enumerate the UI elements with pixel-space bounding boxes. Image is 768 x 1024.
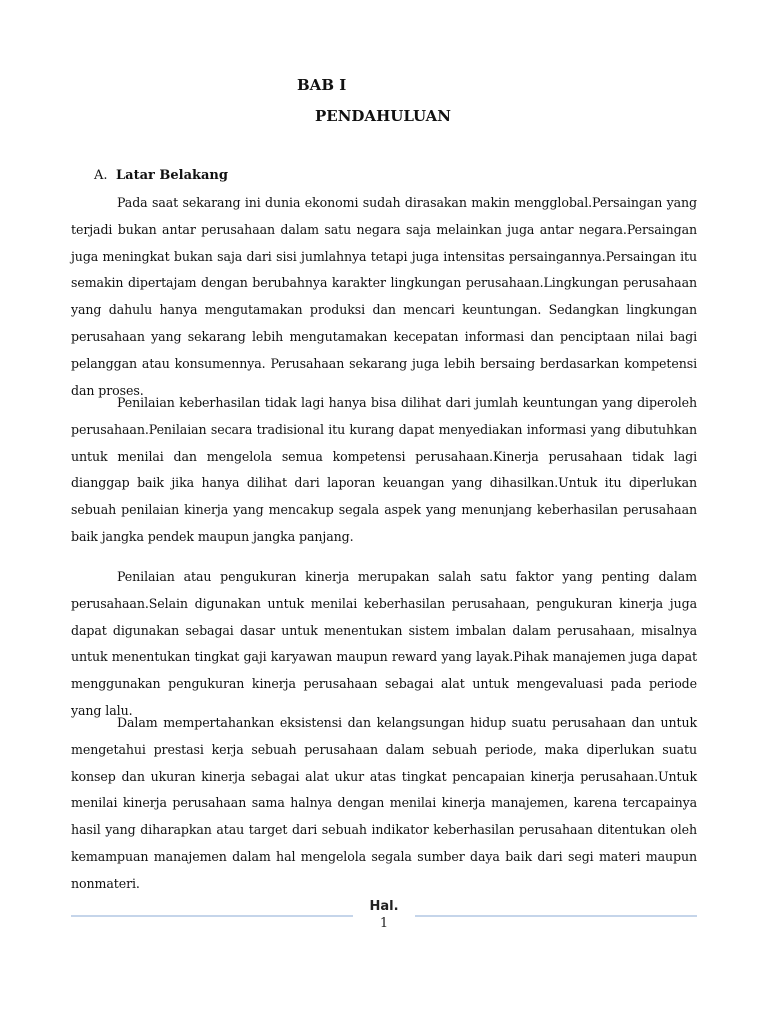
section-title: Latar Belakang [116, 168, 228, 183]
paragraph [71, 710, 697, 898]
paragraph [71, 190, 697, 404]
footer-page-number: 1 [379, 916, 389, 931]
section-number: A. [94, 168, 108, 183]
paragraph-text: Pada saat sekarang ini dunia ekonomi sudah dirasakan makin mengglobal.Persaingan yang terjadi bukan antar perusahaan dalam satu negara saja melainkan juga antar negara.Persaingan juga meningkat bukan saja dari sisi jumlahnya tetapi juga intensitas persaingannya.Persaingan itu semakin dipertajam dengan berubahnya karakter lingkungan perusahaan.Lingkungan perusahaan yang dahulu hanya mengutamakan produksi dan mencari keuntungan. Sedangkan lingkungan perusahaan yang sekarang lebih mengutamakan kecepatan informasi dan penciptaan nilai bagi pelanggan atau konsumennya. Perusahaan sekarang juga lebih bersaing berdasarkan kompetensi dan proses. [71, 195, 697, 398]
paragraph-text: Penilaian atau pengukuran kinerja merupakan salah satu faktor yang penting dalam perusahaan.Selain digunakan untuk menilai keberhasilan perusahaan, pengukuran kinerja juga dapat digunakan sebagai dasar untuk menentukan sistem imbalan dalam perusahaan, misalnya untuk menentukan tingkat gaji karyawan maupun reward yang layak.Pihak manajemen juga dapat menggunakan pengukuran kinerja perusahaan sebagai alat untuk mengevaluasi pada periode yang lalu. [71, 569, 697, 718]
paragraph-text: Penilaian keberhasilan tidak lagi hanya bisa dilihat dari jumlah keuntungan yang diperoleh perusahaan.Penilaian secara tradisional itu kurang dapat menyediakan informasi yang dibutuhkan untuk menilai dan mengelola semua kompetensi perusahaan.Kinerja perusahaan tidak lagi dianggap baik jika hanya dilihat dari laporan keuangan yang dihasilkan.Untuk itu diperlukan sebuah penilaian kinerja yang mencakup segala aspek yang menunjang keberhasilan perusahaan baik jangka pendek maupun jangka panjang. [71, 395, 697, 544]
footer-rule-right [415, 915, 697, 917]
section-heading [94, 168, 228, 183]
footer-rule-left [71, 915, 353, 917]
chapter-heading: BAB I [297, 76, 347, 94]
footer-page-label: Hal. [369, 899, 399, 914]
paragraph [71, 564, 697, 725]
chapter-title: PENDAHULUAN [315, 107, 452, 125]
paragraph [71, 390, 697, 551]
paragraph-text: Dalam mempertahankan eksistensi dan kelangsungan hidup suatu perusahaan dan untuk mengetahui prestasi kerja sebuah perusahaan dalam sebuah periode, maka diperlukan suatu konsep dan ukuran kinerja sebagai alat ukur atas tingkat pencapaian kinerja perusahaan.Untuk menilai kinerja perusahaan sama halnya dengan menilai kinerja manajemen, karena tercapainya hasil yang diharapkan atau target dari sebuah indikator keberhasilan perusahaan ditentukan oleh kemampuan manajemen dalam hal mengelola segala sumber daya baik dari segi materi maupun nonmateri. [71, 715, 697, 891]
